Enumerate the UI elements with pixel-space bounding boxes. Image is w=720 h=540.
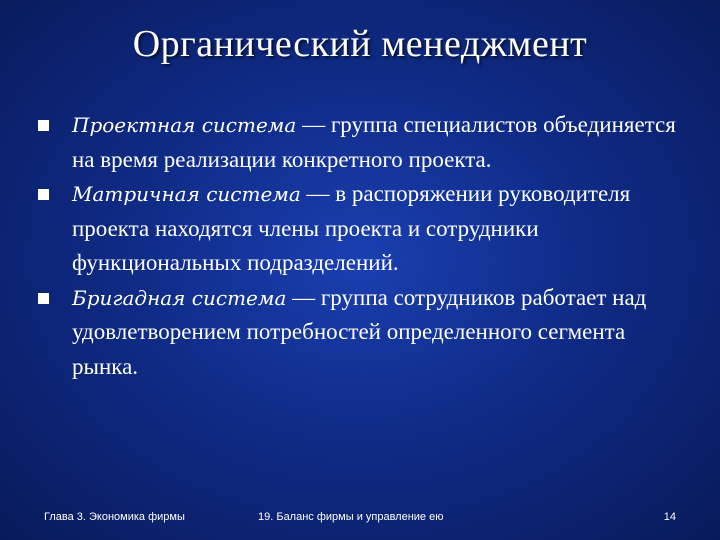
footer-chapter: Глава 3. Экономика фирмы — [44, 511, 185, 523]
bullet-text: — группа специалистов объединяется на время реализации конкретного проекта. — [72, 112, 676, 172]
footer-section: 19. Баланс фирмы и управление ею — [258, 511, 444, 523]
bullet-item-brigade-system — [38, 281, 688, 385]
bullet-item-matrix-system — [38, 177, 688, 281]
bullet-list — [38, 108, 688, 384]
bullet-text: — группа сотрудников работает над удовлетворением потребностей определенного сегмента рынка. — [72, 284, 647, 379]
bullet-item-project-system — [38, 108, 688, 177]
bullet-term: Бригадная система — [72, 285, 287, 310]
slide-title: Органический менеджмент — [132, 23, 588, 65]
square-bullet-icon — [38, 120, 49, 131]
bullet-term: Матричная система — [72, 182, 301, 206]
square-bullet-icon — [38, 189, 49, 200]
page-number: 14 — [663, 511, 676, 523]
bullet-text: — в распоряжении руководителя проекта находятся члены проекта и сотрудники функциональных подразделений. — [72, 181, 631, 275]
square-bullet-icon — [38, 293, 49, 304]
bullet-term: Проектная система — [72, 113, 297, 137]
